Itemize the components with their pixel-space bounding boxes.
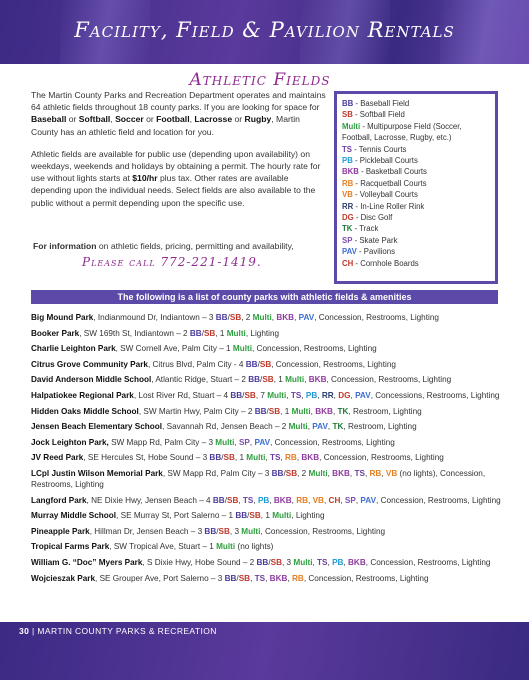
park-detail: / [242,390,245,400]
park-detail: , [271,313,277,322]
amenity-code: BB [271,468,284,478]
amenity-code: BKB [308,375,327,385]
amenity-code: TK [332,422,344,432]
legend-code: RR [342,201,354,211]
park-detail: , SE Hercules St, Hobe Sound – 3 [83,453,210,463]
amenity-code: BB [254,406,267,416]
legend-code: SP [342,235,353,245]
park-detail: , Citrus Blvd, Palm City - 4 [147,359,246,369]
contact-info: For information on athletic fields, pricing, permitting and availability, [33,241,294,251]
park-detail: , Indianmound Dr, Indiantown – 3 [93,313,216,322]
legend-item [342,155,490,166]
amenity-code: BB [189,328,202,338]
park-name: Charlie Leighton Park [31,344,116,354]
park-detail: , [312,557,318,567]
legend-code: BKB [342,167,359,177]
amenity-code: TS [354,468,365,478]
legend-label: - Pickleball Courts [352,156,418,166]
park-detail: / [283,468,286,478]
legend-label: - Tennis Courts [351,144,407,154]
amenity-code: SB [285,468,298,478]
amenity-code: CH [328,495,341,505]
list-item [31,557,501,568]
park-detail: , 7 [255,390,268,400]
park-detail: , 1 [280,406,292,416]
amenity-code: RB [296,495,309,505]
park-detail: / [221,453,224,463]
park-list [31,312,501,588]
amenity-code: Multi [267,390,287,400]
park-name: Wojcieszak Park [31,573,96,583]
list-item [31,526,501,537]
amenity-code: BB [248,375,261,385]
legend-item [342,223,490,234]
park-detail: , Concessions, Restrooms, Lighting [370,390,500,400]
amenity-code: DG [338,390,351,400]
legend-code: TK [342,224,353,234]
amenity-code: TK [337,406,349,416]
amenity-code: BB [209,453,222,463]
list-item [31,343,501,354]
legend-code: PB [342,156,353,166]
amenity-code: TS [269,453,281,463]
park-detail: , SW 169th St, Indiantown – 2 [79,328,190,338]
amenity-code: BKB [301,453,320,463]
park-detail: , 1 [260,511,273,521]
page-number: 30 [19,626,30,636]
park-name: Hidden Oaks Middle School [31,406,139,416]
park-detail: SW Mapp Rd, Palm City – 3 [108,437,216,447]
amenity-code: BB [215,313,228,322]
park-detail: , Concession, Restrooms, Lighting [365,557,491,567]
section-title: Athletic Fields [189,70,331,90]
page-title: Facility, Field & Pavilion Rentals [74,18,455,42]
amenity-code: SB [262,375,274,385]
intro-paragraph-1: The Martin County Parks and Recreation Department operates and maintains 64 athletic fields throughout 18 county parks. If you are looking for space for Baseball or Softball, Soccer or Football, Lacrosse or Rugby, Martin County has an athletic field and location for you. [31,90,326,137]
park-detail: , Concession, Restrooms, Lighting [260,526,386,536]
amenity-code: SB [244,390,256,400]
amenity-code: Multi [291,406,311,416]
amenity-code: Multi [308,468,328,478]
park-detail: , [291,495,297,505]
legend-code: VB [342,190,353,200]
amenity-code: VB [385,468,398,478]
park-detail: , [333,390,339,400]
amenity-code: Multi [232,344,252,354]
amenity-code: PB [305,390,318,400]
list-item [31,374,501,385]
legend-code: BB [342,99,354,108]
legend-label: - Racquetball Courts [353,178,427,188]
amenity-code: Multi [226,328,246,338]
legend-item [342,98,490,109]
park-detail: , [327,422,333,432]
amenity-code: BB [230,390,243,400]
park-detail: , Lost River Rd, Stuart – 4 [133,390,231,400]
park-detail: , Concession, Restrooms, Lighting [303,573,429,583]
amenity-code: PAV [360,495,377,505]
legend-label: - Basketball Courts [358,167,427,177]
park-name: Jensen Beach Elementary School [31,422,163,432]
amenity-code: PAV [254,437,271,447]
park-detail: , [280,453,285,463]
legend-item [342,121,490,144]
amenity-code: Multi [216,542,236,552]
legend-item [342,178,490,189]
list-item [31,328,501,339]
park-detail: / [201,328,204,338]
amenity-code: Multi [241,526,261,536]
park-detail: , 3 [229,526,242,536]
park-detail: , [381,468,386,478]
amenity-code: Multi [285,375,305,385]
amenity-code: Multi [272,511,292,521]
legend-item [342,235,490,246]
park-detail: , [234,437,239,447]
park-detail: , [317,390,322,400]
legend-label: - In-Line Roller Rink [353,201,425,211]
list-item [31,437,501,448]
park-name: Jock Leighton Park, [31,437,109,447]
intro-paragraph-2: Athletic fields are available for public use (depending upon availability) on weekdays, weekends and holidays by obtaining a permit. The hourly rate for use without lights starts at $10/hr plus tax. Other rates are available depending upon the individual needs. Select fields are also available to the public without a permit depending upon the specific use. [31,148,321,208]
amenity-code: Multi [293,557,313,567]
amenity-code: TS [242,495,254,505]
amenity-code: BKB [332,468,350,478]
legend-code: CH [342,258,354,268]
amenity-code: Multi [215,437,235,447]
park-name: JV Reed Park [31,453,84,463]
park-detail: , [323,495,329,505]
amenity-code: PAV [355,390,371,400]
park-detail: , [296,453,302,463]
amenity-code: Multi [252,313,272,322]
park-detail: , Restroom, Lighting [348,406,422,416]
amenity-code: SB [203,328,216,338]
amenity-code: PAV [298,313,315,322]
park-detail: , Lighting [291,511,325,521]
amenity-code: BKB [315,406,333,416]
park-name: Pineapple Park [31,526,90,536]
legend-label: - Disc Golf [353,213,393,223]
park-detail: , 3 [281,557,294,567]
park-detail: , NE Dixie Hwy, Jensen Beach – 4 [86,495,213,505]
park-name: Tropical Farms Park [31,542,110,552]
legend-item [342,109,490,120]
park-detail: , [310,406,316,416]
park-detail: / [216,526,219,536]
park-detail: , [332,406,338,416]
legend-label: - Volleyball Courts [352,190,418,200]
park-detail: / [260,375,263,385]
park-detail: , [265,573,270,583]
amenity-code: BB [212,495,225,505]
park-detail: , Concession, Restrooms, Lighting [251,344,377,354]
legend-label: - Baseball Field [353,99,410,108]
park-detail: , Concession, Restrooms, Lighting [271,359,396,369]
legend-label: - Multipurpose Field (Soccer, Football, Lacrosse, Rugby, etc.) [342,121,462,143]
list-item [31,359,501,370]
list-item [31,510,501,521]
amenity-code: SB [223,453,235,463]
amenity-code: VB [312,495,324,505]
park-detail: (no lights), Concession, Restrooms, Lighting [31,468,486,489]
intro-text [31,89,327,219]
park-detail: , [269,495,274,505]
amenity-code: Multi [288,422,308,432]
park-detail: / [257,359,260,369]
legend-code: Multi [342,121,361,131]
park-detail: , [265,453,270,463]
park-detail: , [343,557,349,567]
amenity-code: RB [369,468,382,478]
legend-item [342,212,490,223]
legend-item [342,166,490,177]
park-detail: , Savannah Rd, Jensen Beach – 2 [162,422,289,432]
park-detail: , [238,495,243,505]
park-detail: / [236,573,239,583]
park-detail: , Concession, Restrooms, Lighting [376,495,501,505]
publication-name: MARTIN COUNTY PARKS & RECREATION [37,626,217,636]
list-item [31,421,501,432]
park-detail: , Concession, Restrooms, Lighting [270,437,395,447]
park-detail: / [266,406,269,416]
legend-item [342,189,490,200]
legend-code: SB [342,110,353,120]
amenity-code: TS [254,573,266,583]
park-detail: , SE Grouper Ave, Port Salerno – 3 [95,573,225,583]
amenity-code: TS [317,557,328,567]
park-detail: , 2 [241,313,253,322]
legend-item [342,246,490,257]
legend-label: - Track [352,224,379,234]
amenity-code: Multi [246,453,266,463]
amenity-code: SP [238,437,250,447]
amenity-code: SB [270,557,282,567]
amenity-legend [334,91,498,284]
park-detail: , [327,557,333,567]
amenity-code: SB [259,359,272,369]
park-detail: , 1 [234,453,247,463]
amenity-code: RB [285,453,297,463]
park-detail: / [227,313,230,322]
list-item [31,541,501,552]
list-item [31,495,501,506]
park-detail: , SW Martin Hwy, Palm City – 2 [138,406,255,416]
park-name: David Anderson Middle School [31,375,152,385]
amenity-code: BB [245,359,258,369]
header-banner [0,0,529,64]
park-detail: , [304,375,309,385]
legend-label: - Pavilions [356,247,396,257]
list-item [31,452,501,463]
amenity-code: BKB [273,495,292,505]
phone-number[interactable]: Please call 772-221-1419. [82,255,262,269]
amenity-code: RB [291,573,304,583]
park-detail: / [268,557,271,567]
park-detail: , 1 [273,375,286,385]
amenity-code: BB [224,573,237,583]
park-detail: , [250,573,255,583]
park-detail: , [349,468,355,478]
park-detail: , [307,422,313,432]
amenity-code: BB [235,511,248,521]
legend-item [342,258,490,269]
park-name: Murray Middle School [31,511,117,521]
legend-code: PAV [342,247,357,257]
amenity-code: PB [332,557,344,567]
legend-code: RB [342,178,354,188]
legend-label: - Softball Field [352,110,405,120]
park-detail: , 1 [215,328,227,338]
amenity-code: PAV [312,422,328,432]
park-detail: , S Dixie Hwy, Hobe Sound – 2 [142,557,257,567]
park-name: Citrus Grove Community Park [31,359,148,369]
park-detail: , [249,437,255,447]
park-detail: , Atlantic Ridge, Stuart – 2 [151,375,249,385]
amenity-code: BKB [348,557,366,567]
amenity-code: BB [256,557,269,567]
amenity-code: SB [268,406,281,416]
legend-label: - Skate Park [352,235,398,245]
park-detail: , [350,390,356,400]
park-detail: , [327,468,333,478]
list-item [31,468,501,490]
list-item [31,390,501,401]
park-detail: , [294,313,299,322]
amenity-code: SB [249,511,261,521]
park-detail: , [355,495,361,505]
park-detail: , 2 [297,468,309,478]
amenity-code: BB [204,526,217,536]
legend-item [342,201,490,212]
park-detail: , Lighting [245,328,280,338]
park-name: Langford Park [31,495,87,505]
list-item [31,312,501,323]
park-detail: , [253,495,258,505]
park-name: LCpl Justin Wilson Memorial Park [31,468,163,478]
amenity-code: TS [290,390,302,400]
amenity-code: PB [257,495,270,505]
list-header: The following is a list of county parks with athletic fields & amenities [31,290,498,304]
park-detail: , [308,495,313,505]
legend-code: TS [342,144,352,154]
park-detail: / [247,511,250,521]
park-detail: , [340,495,345,505]
park-detail: , [287,573,292,583]
amenity-code: SB [226,495,239,505]
park-name: Booker Park [31,328,80,338]
legend-item [342,144,490,155]
park-detail: / [224,495,227,505]
amenity-code: BKB [269,573,288,583]
legend-code: DG [342,213,354,223]
park-detail: (no lights) [235,542,274,552]
park-detail: , Concession, Restrooms, Lighting [314,313,439,322]
amenity-code: SP [344,495,356,505]
list-item [31,406,501,417]
park-name: Halpatiokee Regional Park [31,390,134,400]
amenity-code: SB [218,526,230,536]
amenity-code: SB [238,573,251,583]
park-detail: , [286,390,291,400]
park-detail: , [301,390,306,400]
amenity-code: RR [321,390,334,400]
footer-text: 30 | MARTIN COUNTY PARKS & RECREATION [19,626,217,636]
park-detail: , Concession, Restrooms, Lighting [319,453,444,463]
park-detail: , [364,468,370,478]
park-detail: , SW Tropical Ave, Stuart – 1 [109,542,217,552]
amenity-code: SB [229,313,242,322]
amenity-code: BKB [276,313,295,322]
legend-label: - Cornhole Boards [353,258,419,268]
park-detail: , SW Mapp Rd, Palm City – 3 [162,468,272,478]
park-detail: , Hillman Dr, Jensen Beach – 3 [89,526,205,536]
park-name: Big Mound Park [31,313,94,322]
park-detail: , SW Cornell Ave, Palm City – 1 [115,344,233,354]
park-detail: , Restroom, Lighting [343,422,417,432]
list-item [31,573,501,584]
park-detail: , SE Murray St, Port Salerno – 1 [116,511,236,521]
park-name: William G. “Doc” Myers Park [31,557,143,567]
park-detail: , Concession, Restrooms, Lighting [326,375,452,385]
